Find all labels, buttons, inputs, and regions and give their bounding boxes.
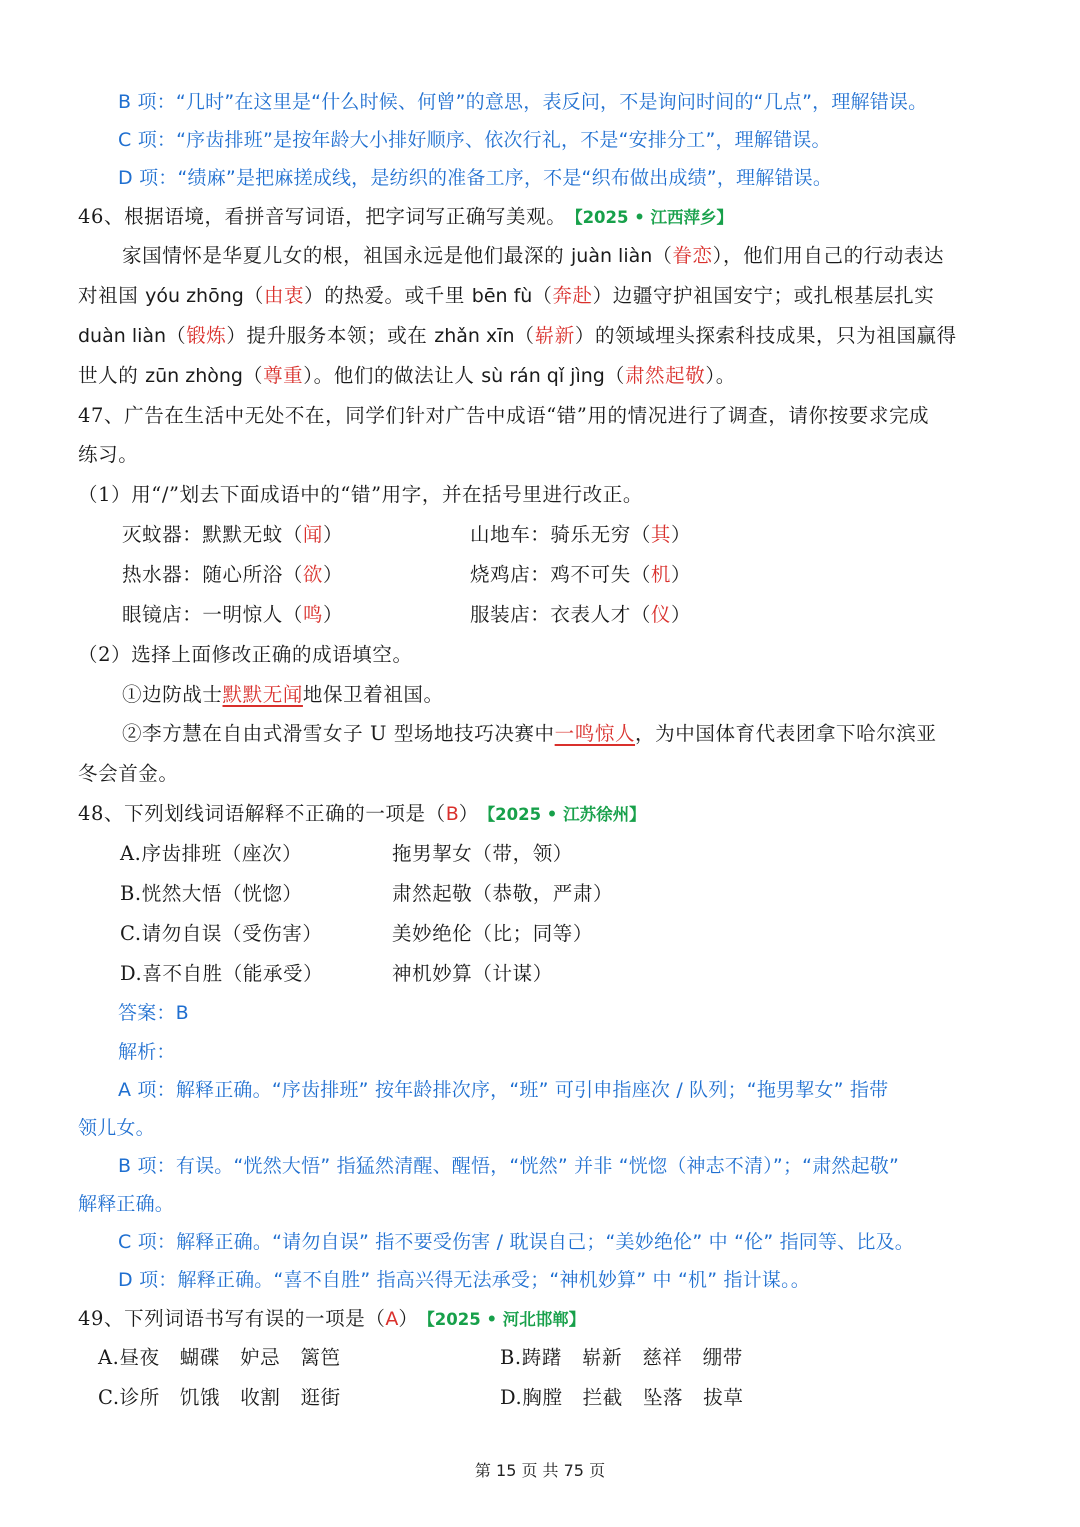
q48-option-d-right: 神机妙算（计谋） [392, 962, 553, 985]
q48-option-c-right: 美妙绝伦（比；同等） [392, 922, 594, 945]
q46-answer-2: 由衷 [263, 284, 305, 307]
q47-sentence-2: ②李方慧在自由式滑雪女子 U 型场地技巧决赛中一鸣惊人，为中国体育代表团拿下哈尔滨亚 [122, 722, 937, 745]
q45-analysis-d: D 项：“绩麻”是把麻搓成线，是纺织的准备工序，不是“织布做出成绩”，理解错误。 [118, 167, 833, 189]
q47-fill-1: 默默无闻 [222, 683, 303, 706]
q48-option-b-left: B.恍然大悟（恍惚） [120, 882, 303, 905]
q48-analysis-d: D 项：解释正确。“喜不自胜” 指高兴得无法承受；“神机妙算” 中 “机” 指计谋。。 [118, 1269, 810, 1291]
q48-analysis-a-cont: 领儿女。 [78, 1117, 155, 1139]
q47-sentence-1: ①边防战士默默无闻地保卫着祖国。 [122, 683, 444, 706]
q46-source-tag: 【2025 • 江西萍乡】 [574, 208, 734, 227]
q46-line-4: 世人的 zūn zhòng（尊重）。他们的做法让人 sù rán qǐ jìng（肃然起敬）。 [78, 364, 736, 387]
q47-sentence-2-cont: 冬会首金。 [78, 762, 179, 785]
q47-part-2: （2）选择上面修改正确的成语填空。 [78, 643, 413, 666]
q46-answer-4: 锻炼 [186, 324, 227, 347]
q48-analysis-b-cont: 解释正确。 [78, 1193, 175, 1215]
q48-source-tag: 【2025 • 江苏徐州】 [486, 805, 646, 824]
q48-answer-line: 答案：B [118, 1002, 189, 1024]
q48-analysis-b: B 项：有误。“恍然大悟” 指猛然清醒、醒悟，“恍然” 并非 “恍惚（神志不清）”；“肃然起敬” [118, 1155, 900, 1177]
q46-line-1: 家国情怀是华夏儿女的根，祖国永远是他们最深的 juàn liàn（眷恋），他们用自己的行动表达 [122, 244, 945, 267]
q47-stem-line-1: 47、广告在生活中无处不在，同学们针对广告中成语“错”用的情况进行了调查，请你按要求完成 [78, 404, 930, 427]
q47-item-2: 山地车：骑乐无穷（其） [470, 523, 692, 546]
q47-stem-line-2: 练习。 [78, 443, 139, 466]
q49-option-c: C.诊所 饥饿 收割 逛街 [98, 1386, 341, 1409]
q45-analysis-b: B 项：“几时”在这里是“什么时候、何曾”的意思，表反问，不是询问时间的“几点”，理解错误。 [118, 91, 928, 113]
q48-analysis-label: 解析： [118, 1041, 176, 1063]
q48-analysis-c: C 项：解释正确。“请勿自误” 指不要受伤害 / 耽误自己；“美妙绝伦” 中 “伦” 指同等、比及。 [118, 1231, 915, 1253]
q47-item-4: 烧鸡店：鸡不可失（机） [470, 563, 692, 586]
page-footer: 第 15 页 共 75 页 [474, 1461, 606, 1480]
q48-option-a-right: 拖男挈女（带，领） [392, 842, 573, 865]
q48-stem: 48、下列划线词语解释不正确的一项是（B） 【2025 • 江苏徐州】 [78, 802, 646, 825]
q47-fill-2: 一鸣惊人 [554, 722, 636, 745]
q46-stem: 46、根据语境，看拼音写词语，把字词写正确写美观。 【2025 • 江西萍乡】 [78, 205, 734, 228]
q48-option-c-left: C.请勿自误（受伤害） [120, 922, 323, 945]
q48-option-a-left: A.序齿排班（座次） [120, 842, 303, 865]
q49-answer: A [385, 1308, 399, 1330]
q47-item-1: 灭蚊器：默默无蚊（闻） [122, 523, 344, 546]
q46-answer-5: 崭新 [534, 324, 575, 347]
q46-line-3: duàn liàn（锻炼）提升服务本领；或在 zhǎn xīn（崭新）的领域埋头探索科技成果，只为祖国赢得 [78, 324, 957, 347]
q46-answer-1: 眷恋 [672, 244, 713, 267]
q49-option-a: A.昼夜 蝴碟 妒忌 篱笆 [98, 1346, 341, 1369]
q46-answer-6: 尊重 [263, 364, 304, 387]
q47-item-5: 眼镜店：一明惊人（鸣） [122, 603, 344, 626]
q48-option-b-right: 肃然起敬（恭敬，严肃） [392, 882, 614, 905]
q46-line-2: 对祖国 yóu zhōng（由衷）的热爱。或千里 bēn fù（奔赴）边疆守护祖国安宁；或扎根基层扎实 [78, 284, 935, 307]
q45-analysis-c: C 项：“序齿排班”是按年龄大小排好顺序、依次行礼，不是“安排分工”，理解错误。 [118, 129, 831, 151]
q48-answer: B [445, 803, 459, 825]
q48-analysis-a: A 项：解释正确。“序齿排班” 按年龄排次序，“班” 可引申指座次 / 队列；“拖男挈女” 指带 [118, 1079, 889, 1101]
q47-item-6: 服装店：衣表人才（仪） [470, 603, 692, 626]
q46-answer-7: 肃然起敬 [624, 364, 706, 387]
q47-item-3: 热水器：随心所浴（欲） [122, 563, 344, 586]
q49-stem: 49、下列词语书写有误的一项是（A） 【2025 • 河北邯郸】 [78, 1307, 586, 1330]
q46-answer-3: 奔赴 [552, 284, 593, 307]
q47-part-1: （1）用“/”划去下面成语中的“错”用字，并在括号里进行改正。 [78, 483, 643, 506]
q49-option-b: B.踌躇 崭新 慈祥 绷带 [500, 1346, 743, 1369]
q48-option-d-left: D.喜不自胜（能承受） [120, 962, 324, 985]
q49-source-tag: 【2025 • 河北邯郸】 [426, 1310, 586, 1329]
q49-option-d: D.胸膛 拦截 坠落 拔草 [500, 1386, 744, 1409]
